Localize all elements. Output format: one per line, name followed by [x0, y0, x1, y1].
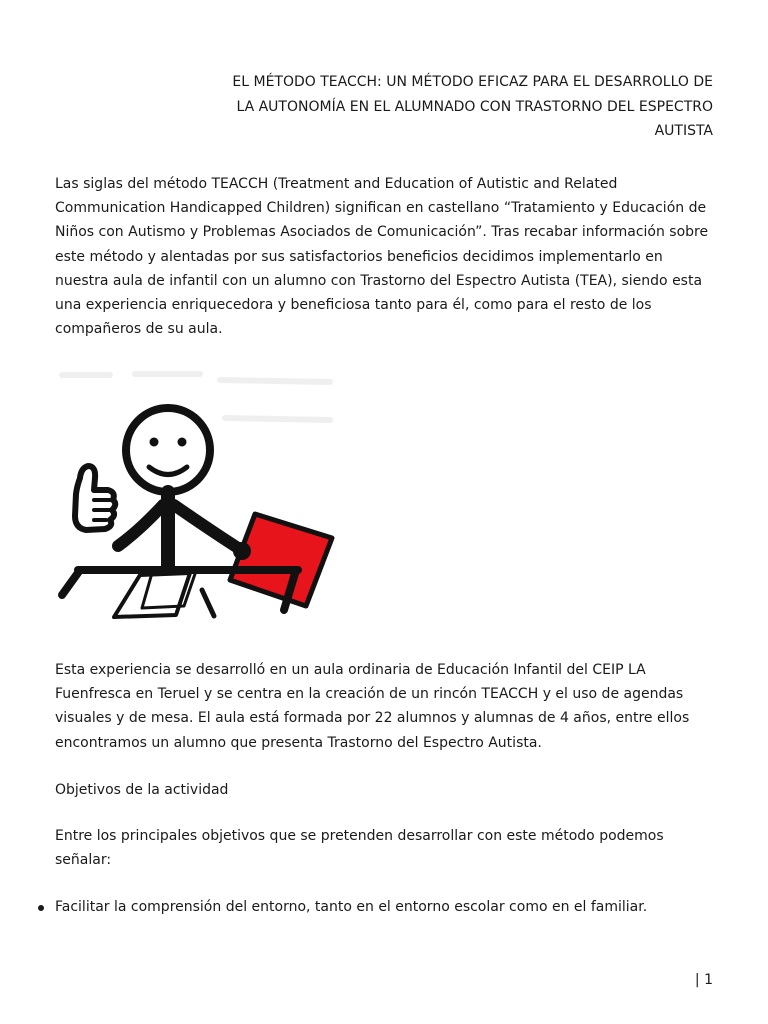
title-line: LA AUTONOMÍA EN EL ALUMNADO CON TRASTORNO DEL ESPECTRO — [236, 98, 713, 115]
paragraph-line: una experiencia enriquecedora y beneficiosa tanto para él, como para el resto de los — [55, 297, 652, 314]
paragraph-line: Entre los principales objetivos que se pretenden desarrollar con este método podemos — [55, 828, 664, 844]
paragraph-line: Las siglas del método TEACCH (Treatment and Education of Autistic and Related — [55, 176, 618, 192]
paragraph-line: compañeros de su aula. — [55, 321, 223, 338]
heading-text: Objetivos de la actividad — [55, 782, 229, 798]
pictogram-thumbs-up-with-red-folder-icon — [50, 360, 350, 625]
paragraph-line: visuales y de mesa. El aula está formada por 22 alumnos y alumnas de 4 años, entre ellos — [55, 710, 690, 727]
objectives-list — [38, 895, 718, 919]
objectives-heading — [55, 778, 720, 802]
title-line: AUTISTA — [654, 123, 713, 139]
objectives-intro-paragraph — [55, 824, 720, 872]
paragraph-line: Fuenfresca en Teruel y se centra en la creación de un rincón TEACCH y el uso de agendas — [55, 686, 684, 703]
experience-paragraph — [55, 658, 720, 755]
paragraph-line: este método y alentadas por sus satisfactorios beneficios decidimos implementarlo en — [55, 248, 663, 265]
list-item — [38, 895, 718, 919]
paragraph-line: señalar: — [55, 852, 112, 869]
paragraph-line: Niños con Autismo y Problemas Asociados de Comunicación”. Tras recabar información sobre — [55, 224, 709, 241]
paragraph-line: nuestra aula de infantil con un alumno con Trastorno del Espectro Autista (TEA), siendo esta — [55, 272, 703, 289]
paragraph-line: Esta experiencia se desarrolló en un aula ordinaria de Educación Infantil del CEIP LA — [55, 662, 646, 678]
page-number: | 1 — [694, 972, 713, 988]
paragraph-line: Communication Handicapped Children) significan en castellano “Tratamiento y Educación de — [55, 200, 707, 217]
title-line: EL MÉTODO TEACCH: UN MÉTODO EFICAZ PARA EL DESARROLLO DE — [232, 74, 713, 90]
paragraph-line: encontramos un alumno que presenta Trastorno del Espectro Autista. — [55, 734, 542, 751]
bullet-icon — [38, 905, 44, 911]
list-item-text: Facilitar la comprensión del entorno, tanto en el entorno escolar como en el familiar. — [55, 899, 648, 915]
intro-paragraph — [55, 172, 720, 341]
document-title — [193, 70, 713, 144]
